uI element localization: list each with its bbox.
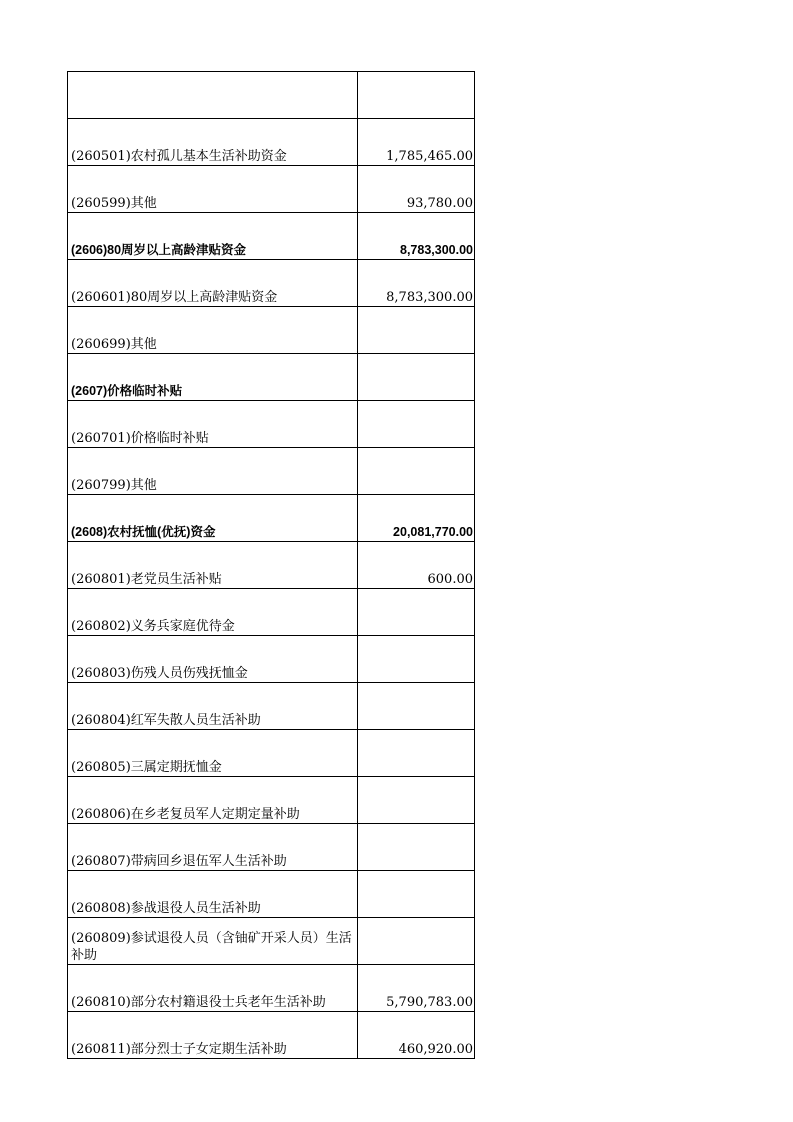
table-row (68, 542, 475, 589)
row-amount (358, 871, 475, 918)
row-amount (358, 72, 475, 119)
row-label: (260799)其他 (68, 448, 358, 495)
row-label: (260807)带病回乡退伍军人生活补助 (68, 824, 358, 871)
row-amount: 460,920.00 (358, 1012, 475, 1059)
table-row (68, 495, 475, 542)
row-amount (358, 777, 475, 824)
row-amount (358, 307, 475, 354)
row-label: (260808)参战退役人员生活补助 (68, 871, 358, 918)
table-row (68, 166, 475, 213)
table-row (68, 918, 475, 965)
row-amount (358, 636, 475, 683)
row-amount (358, 448, 475, 495)
row-label: (260804)红军失散人员生活补助 (68, 683, 358, 730)
row-amount: 20,081,770.00 (358, 495, 475, 542)
row-label: (2607)价格临时补贴 (68, 354, 358, 401)
table-row (68, 636, 475, 683)
row-label: (260802)义务兵家庭优待金 (68, 589, 358, 636)
table-row (68, 1012, 475, 1059)
row-amount (358, 824, 475, 871)
table-row (68, 824, 475, 871)
row-label: (260809)参试退役人员（含铀矿开采人员）生活补助 (68, 918, 358, 965)
table-row (68, 777, 475, 824)
budget-table (67, 71, 475, 1059)
row-label: (260699)其他 (68, 307, 358, 354)
row-amount: 600.00 (358, 542, 475, 589)
row-label: (260810)部分农村籍退役士兵老年生活补助 (68, 965, 358, 1012)
row-label: (260601)80周岁以上高龄津贴资金 (68, 260, 358, 307)
row-label: (260701)价格临时补贴 (68, 401, 358, 448)
row-label: (260803)伤残人员伤残抚恤金 (68, 636, 358, 683)
row-label (68, 72, 358, 119)
row-label: (260599)其他 (68, 166, 358, 213)
row-amount (358, 683, 475, 730)
table-row (68, 448, 475, 495)
row-amount: 93,780.00 (358, 166, 475, 213)
row-amount (358, 589, 475, 636)
row-amount (358, 401, 475, 448)
row-amount: 8,783,300.00 (358, 260, 475, 307)
row-label: (2606)80周岁以上高龄津贴资金 (68, 213, 358, 260)
table-row (68, 354, 475, 401)
row-label: (260806)在乡老复员军人定期定量补助 (68, 777, 358, 824)
row-amount: 5,790,783.00 (358, 965, 475, 1012)
row-amount (358, 730, 475, 777)
row-amount (358, 918, 475, 965)
row-label: (260501)农村孤儿基本生活补助资金 (68, 119, 358, 166)
row-label: (260805)三属定期抚恤金 (68, 730, 358, 777)
table-row (68, 965, 475, 1012)
table-row (68, 307, 475, 354)
row-amount: 8,783,300.00 (358, 213, 475, 260)
row-amount (358, 354, 475, 401)
table-row (68, 589, 475, 636)
table-row (68, 401, 475, 448)
row-amount: 1,785,465.00 (358, 119, 475, 166)
table-row (68, 72, 475, 119)
row-label: (2608)农村抚恤(优抚)资金 (68, 495, 358, 542)
table-row (68, 119, 475, 166)
table-row (68, 683, 475, 730)
table-row (68, 730, 475, 777)
row-label: (260801)老党员生活补贴 (68, 542, 358, 589)
table-row (68, 213, 475, 260)
table-row (68, 871, 475, 918)
row-label: (260811)部分烈士子女定期生活补助 (68, 1012, 358, 1059)
table-row (68, 260, 475, 307)
